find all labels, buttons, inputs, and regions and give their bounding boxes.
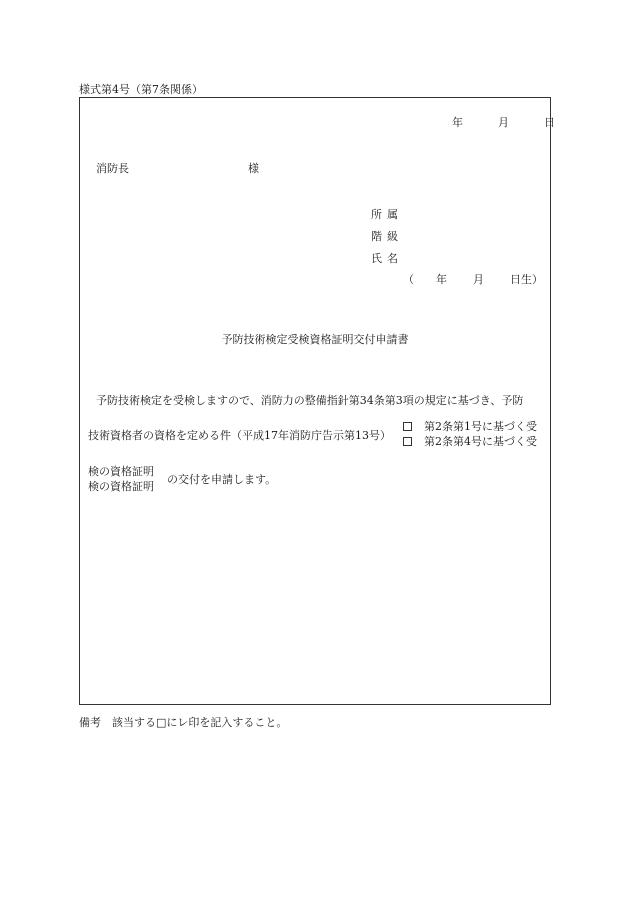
- body-line-1: 予防技術検定を受検しますので、消防力の整備指針第34条第3項の規定に基づき、予防: [96, 394, 524, 407]
- continuation-2: 検の資格証明: [88, 480, 154, 493]
- option-1[interactable]: [403, 418, 537, 434]
- birth-year: 年: [436, 273, 447, 286]
- birth-day: 日生）: [510, 273, 543, 286]
- continuation-1: 検の資格証明: [88, 465, 154, 478]
- day-label: 日: [544, 116, 555, 129]
- closing-text: の交付を申請します。: [167, 473, 277, 486]
- year-label: 年: [452, 116, 463, 129]
- form-number: 様式第4号（第7条関係）: [79, 83, 203, 96]
- rank-label: 階 級: [371, 230, 398, 243]
- month-label: 月: [498, 116, 509, 129]
- option-2-label: 第2条第4号に基づく受: [424, 435, 537, 448]
- affiliation-label: 所 属: [371, 208, 398, 221]
- checkbox-option-1[interactable]: [403, 422, 412, 431]
- birth-date: （ 年 月 日生）: [403, 273, 543, 286]
- option-1-label: 第2条第1号に基づく受: [424, 420, 537, 433]
- body-line-2: 技術資格者の資格を定める件（平成17年消防庁告示第13号）: [88, 429, 391, 442]
- option-2[interactable]: [403, 433, 537, 449]
- name-label: 氏 名: [371, 252, 398, 265]
- document-title: 予防技術検定受検資格証明交付申請書: [221, 333, 409, 346]
- birth-month: 月: [473, 273, 484, 286]
- date-line: [452, 114, 555, 130]
- addressee-honorific: 様: [248, 162, 259, 175]
- checkbox-option-2[interactable]: [403, 437, 412, 446]
- addressee-title: 消防長: [96, 162, 129, 175]
- remark-note: 備考 該当する□にレ印を記入すること。: [79, 716, 288, 729]
